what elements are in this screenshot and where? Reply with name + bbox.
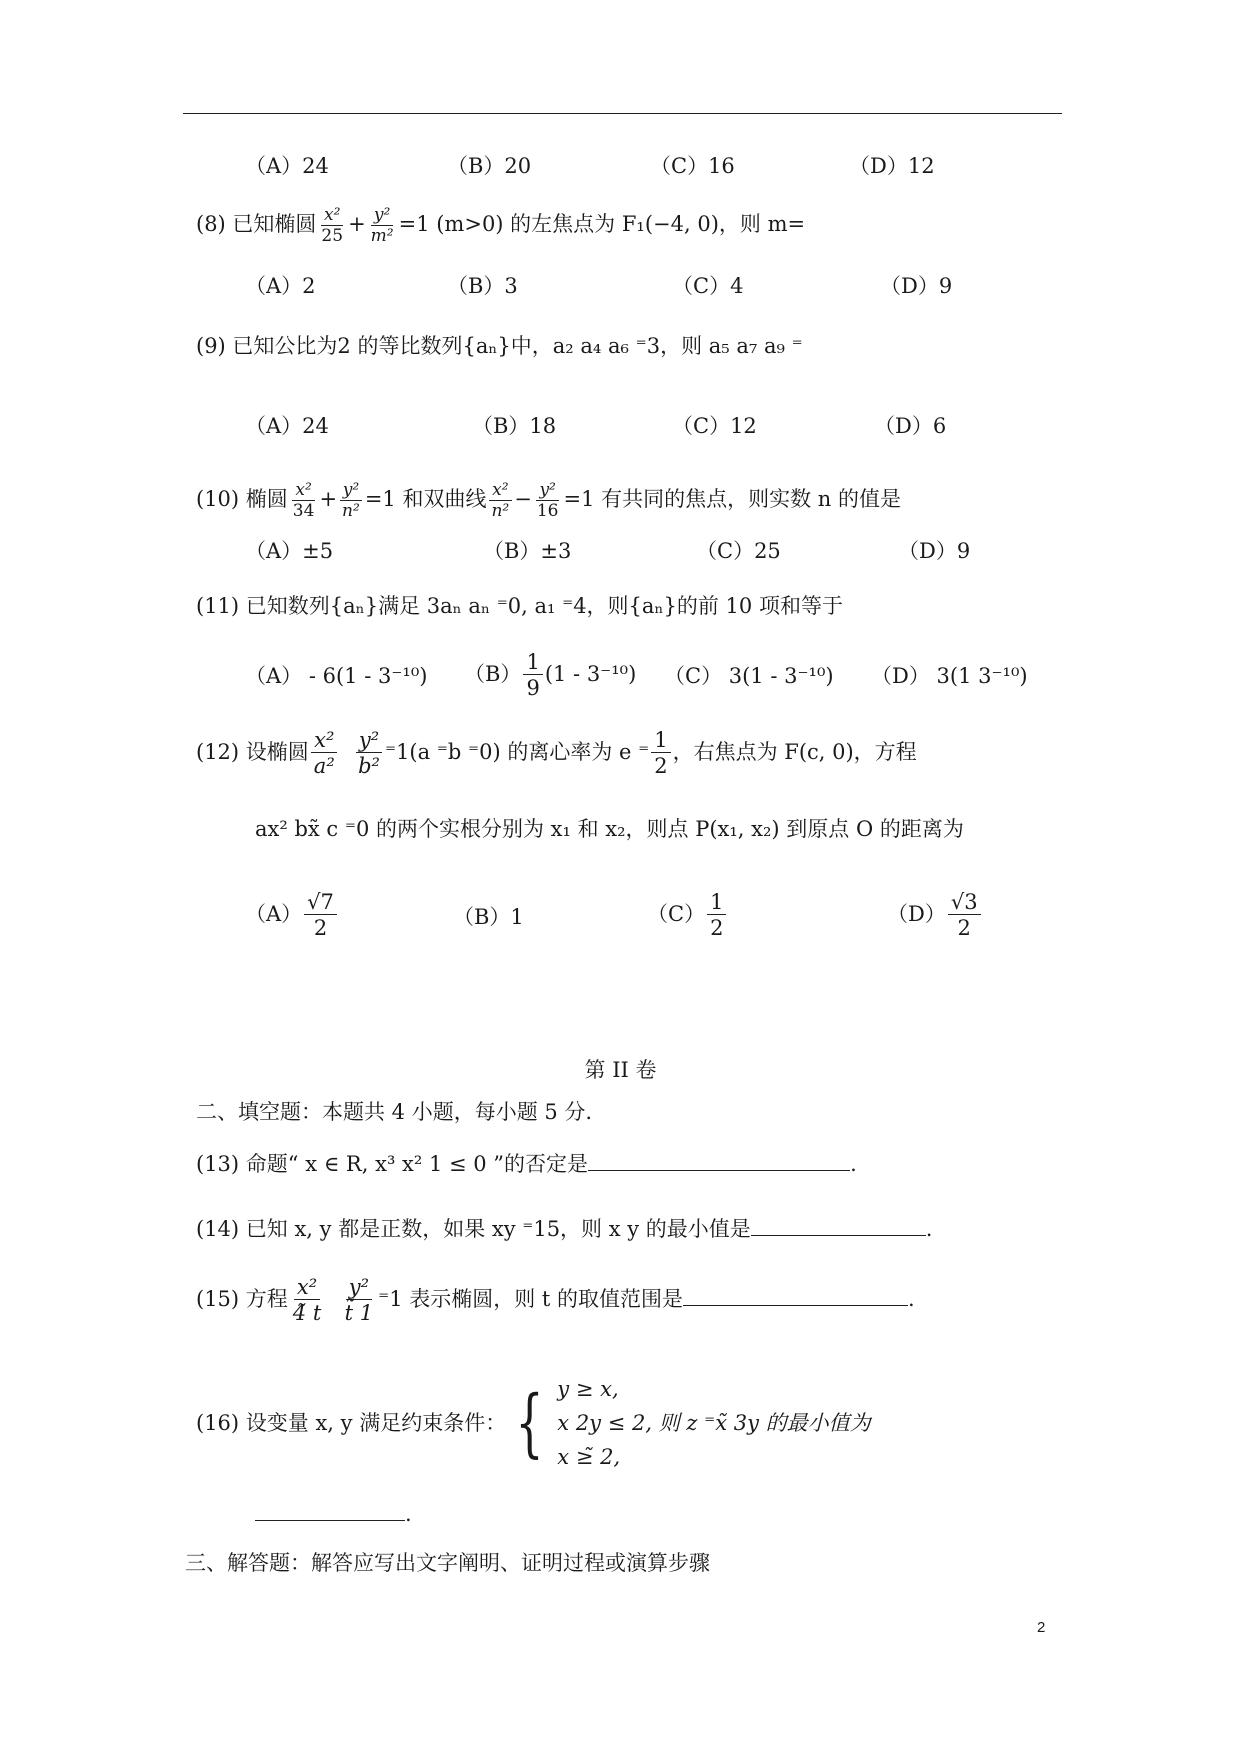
q9-option-c: （C）12: [672, 414, 757, 438]
q11-option-d: （D） 3(1 3⁻¹⁰): [871, 664, 1028, 688]
q11-option-c: （C） 3(1 - 3⁻¹⁰): [664, 664, 834, 688]
q16-answer-blank[interactable]: [255, 1500, 405, 1521]
question-13: (13) 命题“ x ∈ R, x³ x² 1 ≤ 0 ”的否定是 .: [196, 1152, 857, 1176]
q9-option-d: （D）6: [874, 414, 947, 438]
q10-option-a: （A）±5: [245, 539, 334, 563]
question-9: (9) 已知公比为2 的等比数列{aₙ}中，a₂ a₄ a₆ ⁼3，则 a₅ a₇ a₉ ⁼: [196, 334, 803, 358]
q8-fraction-x: $\frac{\text{x²}}{25}$: [321, 205, 344, 246]
question-8: (8) 已知椭圆 $\frac{\text{x²}}{25}$ + $\frac{\text{y²}}{\text{m²}}$ =1 (m>0) 的左焦点为 F₁(−4, 0)，则 m=: [196, 205, 806, 246]
q7-option-a: （A）24: [245, 154, 329, 178]
q8-suffix: =1 (m>0) 的左焦点为 F₁(−4, 0)，则 m=: [398, 212, 806, 236]
q11-option-b: （B） $\frac{1}{9}$ (1 - 3⁻¹⁰): [464, 650, 637, 700]
q8-option-c: （C）4: [672, 274, 744, 298]
question-15: (15) 方程 $\frac{\text{x²}}{4̃ t}$ $\frac{\text{y²}}{t̃ 1}$ ⁼1 表示椭圆，则 t 的取值范围是 .: [196, 1275, 915, 1325]
q12-option-c: （C） $\frac{1}{2}$: [647, 890, 728, 941]
q12-option-d: （D） $\frac{√3}{2}$: [887, 890, 983, 941]
q12-option-b: （B）1: [453, 905, 524, 929]
q10-option-c: （C）25: [696, 539, 781, 563]
header-rule: [183, 113, 1062, 114]
q8-option-b: （B）3: [447, 274, 518, 298]
q7-option-b: （B）20: [447, 154, 532, 178]
q9-option-a: （A）24: [245, 414, 329, 438]
q15-answer-blank[interactable]: [683, 1285, 908, 1306]
question-12-line-2: ax² bx̃ c ⁼0 的两个实根分别为 x₁ 和 x₂，则点 P(x₁, x₂) 到原点 O 的距离为: [255, 817, 964, 841]
q11-option-a: （A） - 6(1 - 3⁻¹⁰): [245, 664, 428, 688]
q16-answer-line: .: [255, 1500, 412, 1528]
section-2-title: 第 II 卷: [584, 1058, 657, 1082]
q14-answer-blank[interactable]: [751, 1215, 926, 1236]
section-2-heading: 二、填空题：本题共 4 小题，每小题 5 分.: [196, 1100, 593, 1124]
q8-prefix: (8) 已知椭圆: [196, 212, 317, 236]
question-11: (11) 已知数列{aₙ}满足 3aₙ aₙ ⁼0, a₁ ⁼4，则{aₙ}的前 10 项和等于: [196, 594, 843, 618]
question-14: (14) 已知 x, y 都是正数，如果 xy ⁼15，则 x y 的最小值是 .: [196, 1217, 933, 1241]
page-number: 2: [1037, 1619, 1046, 1636]
q10-option-d: （D）9: [898, 539, 971, 563]
q9-option-b: （B）18: [472, 414, 557, 438]
q8-option-d: （D）9: [880, 274, 953, 298]
question-10: (10) 椭圆 $\frac{\text{x²}}{34}$ + $\frac{\text{y²}}{\text{n²}}$ =1 和双曲线 $\frac{\text{x²}}{\text{n²}}$ − $\frac{\text{y²}}{16}$ =1 有共同的焦点，则实数 n 的值是: [196, 480, 901, 521]
q7-option-c: （C）16: [650, 154, 735, 178]
question-16: (16) 设变量 x, y 满足约束条件： { y ≥ x, x 2y ≤ 2, 则 z ⁼x̃ 3y 的最小值为 x ≥̃ 2,: [196, 1372, 871, 1474]
q12-option-a: （A） $\frac{√7}{2}$: [245, 890, 339, 941]
q10-option-b: （B）±3: [483, 539, 572, 563]
q8-fraction-y: $\frac{\text{y²}}{\text{m²}}$: [370, 205, 394, 246]
section-3-heading: 三、解答题：解答应写出文字阐明、证明过程或演算步骤: [185, 1551, 710, 1575]
q8-option-a: （A）2: [245, 274, 316, 298]
q16-constraint-system: { y ≥ x, x 2y ≤ 2, 则 z ⁼x̃ 3y 的最小值为 x ≥̃ 2,: [515, 1377, 871, 1469]
question-12: (12) 设椭圆 $\frac{\text{x²}}{\text{a²}}$ $\frac{\text{y²}}{\text{b²}}$ ⁼1(a ⁼b ⁼0) 的离心率为 e ⁼ $\frac{1}{2}$ ，右焦点为 F(c, 0)，方程: [196, 728, 917, 778]
q7-option-d: （D）12: [849, 154, 935, 178]
q13-answer-blank[interactable]: [588, 1150, 850, 1171]
